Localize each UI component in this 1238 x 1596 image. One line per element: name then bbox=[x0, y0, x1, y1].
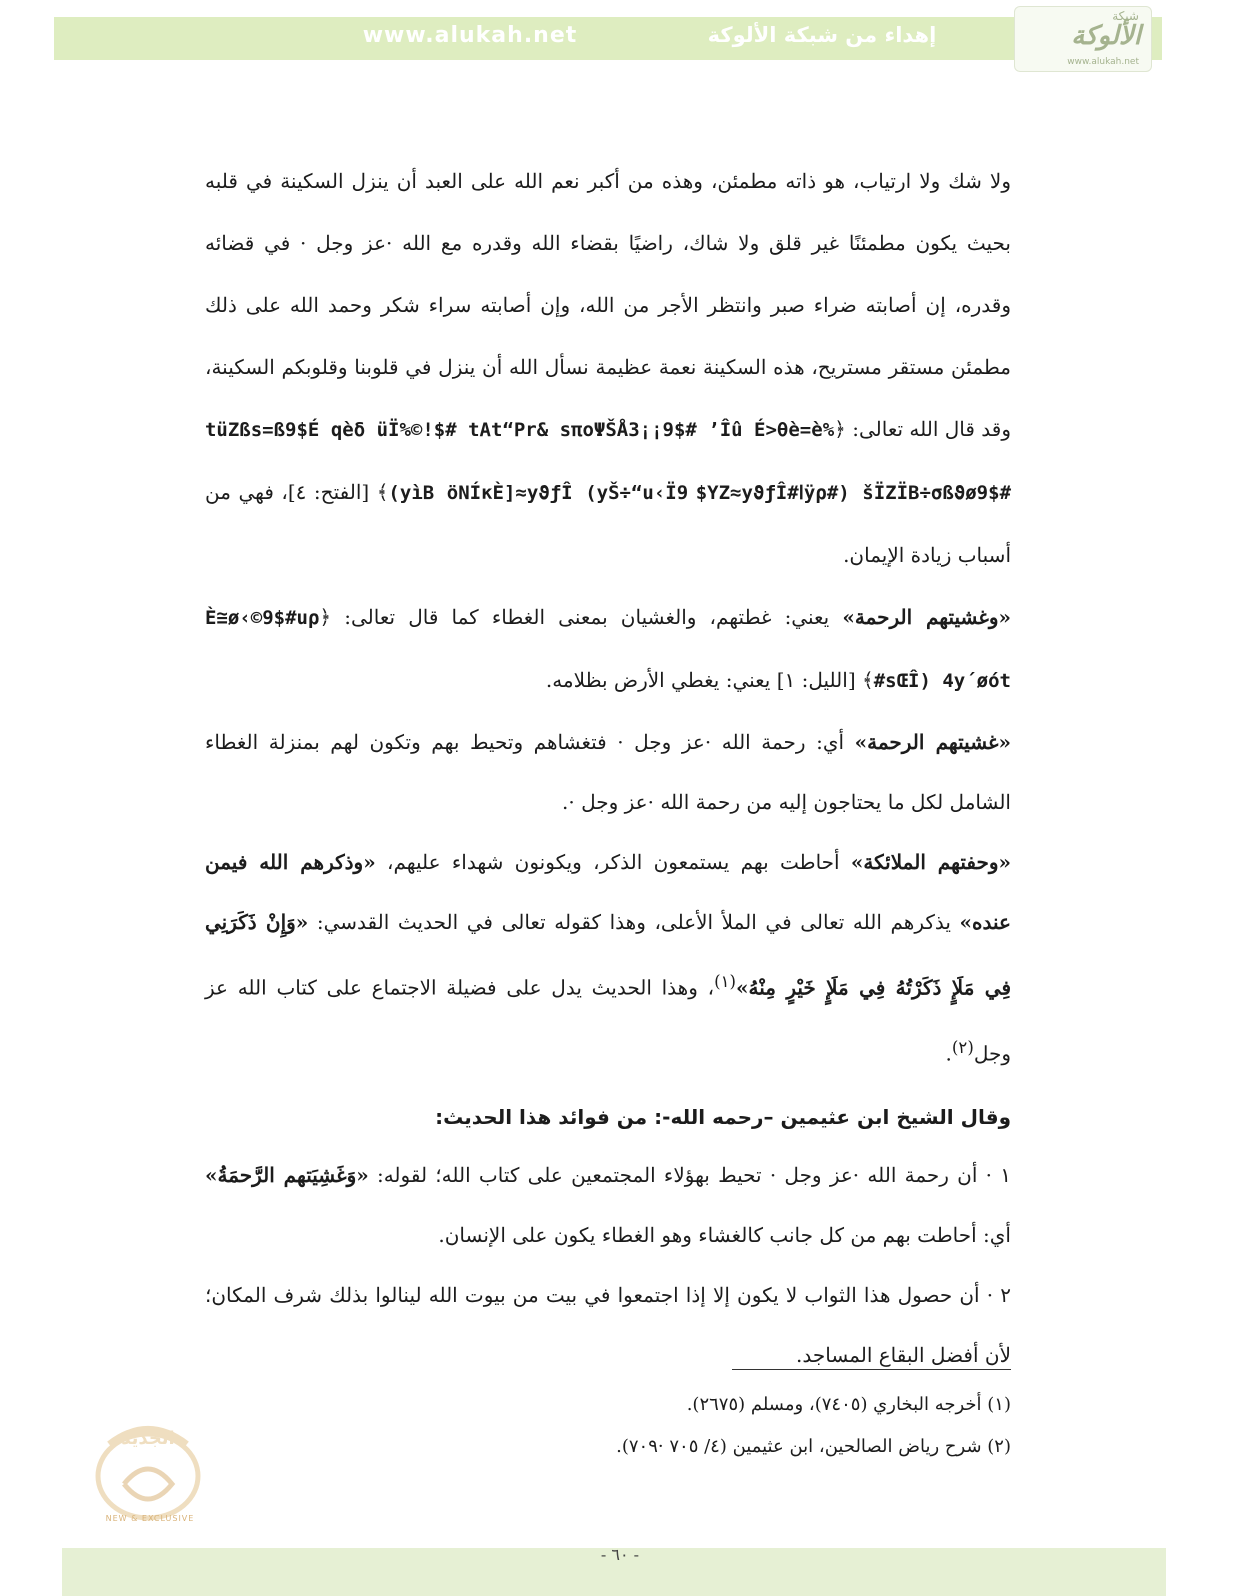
footnote-1: (١) أخرجه البخاري (٧٤٠٥)، ومسلم (٢٦٧٥). bbox=[686, 1394, 1011, 1415]
paragraph-1: ولا شك ولا ارتياب، هو ذاته مطمئن، وهذه من أكبر نعم الله على العبد أن ينزل السكينة في قلبه بحيث يكون مطمئنًا غير قلق ولا شاك، راضيًا بقضاء الله وقدره مع الله ·عز وجل · في قضائه وقدره، إن أصابته ضراء صبر وانتظر الأجر من الله، وإن أصابته سراء شكر وحمد الله على ذلك مطمئن مستقر مستريح، هذه السكينة نعمة عظيمة نسأل الله أن ينزل في قلوبنا وقلوبكم السكينة، وقد قال الله تعالى: ﴿tüZßs=ß9$É qèδ üÏ%©!$# tΑt“Ρr& sπoΨŠÅ3¡¡9$# ’Îû É>θè=è% šÏΖÏΒ÷σßϑø9$# (#ÿρߊ#yŠ÷“u‹Ï9 $YΖ≈yϑƒÎ) yìΒ öΝÍκÈ]≈yϑƒÎ)﴾ [الفتح: ٤]، فهي من أسباب زيادة الإيمان. bbox=[204, 169, 1012, 567]
paragraph-3: «غشيتهم الرحمة» أي: رحمة الله ·عز وجل · فتغشاهم وتحيط بهم وتكون لهم بمنزلة الغطاء الشامل لكل ما يحتاجون إليه من رحمة الله ·عز وجل ·. bbox=[205, 730, 1011, 814]
page-number: - ٦٠ - bbox=[600, 1545, 640, 1564]
header-title: إهداء من شبكة الألوكة bbox=[707, 23, 937, 47]
paragraph-4: «وحفتهم الملائكة» أحاطت بهم يستمعون الذكر، ويكونون شهداء عليهم، «وذكرهم الله فيمن عنده» يذكرهم الله تعالى في الملأ الأعلى، وهذا كقوله تعالى في الحديث القدسي: «وَإِنْ ذَكَرَنِي فِي مَلَإٍ ذَكَرْتُهُ فِي مَلَإٍ خَيْرٍ مِنْهُ»$^{(١)}$، وهذا الحديث يدل على فضيلة الاجتماع على كتاب الله عز وجل$^{(٢)}$. bbox=[205, 850, 1012, 1066]
footnote-ref-1[interactable]: (١) bbox=[714, 972, 737, 991]
section-heading: وقال الشيخ ابن عثيمين –رحمه الله-: من فوائد هذا الحديث: bbox=[435, 1105, 1011, 1130]
footnotes bbox=[205, 1384, 1011, 1468]
list-item: ١ · أن رحمة الله ·عز وجل · تحيط بهؤلاء المجتمعين على كتاب الله؛ لقوله: «وَغَشِيَتهم الرَّحمَةُ» أي: أحاطت بهم من كل جانب كالغشاء وهو الغطاء يكون على الإنسان. bbox=[205, 1163, 1012, 1248]
footnote-2: (٢) شرح رياض الصالحين، ابن عثيمين (٤/ ٧٠٥ ·٧٠٩). bbox=[616, 1436, 1011, 1457]
svg-text:الجديد: الجديد bbox=[121, 1428, 175, 1449]
paragraph-2: «وغشيتهم الرحمة» يعني: غطتهم، والغشيان بمعنى الغطاء كما قال تعالى: ﴿È≅ø‹©9$#uρ #sŒÎ) 4y´øót﴾ [الليل: ١] يعني: يغطي الأرض بظلامه. bbox=[205, 605, 1012, 692]
logo-url-text: www.alukah.net bbox=[1067, 57, 1139, 67]
logo-top-text: شبكة bbox=[1112, 9, 1139, 23]
logo-main-text: الألوكة bbox=[1071, 21, 1141, 51]
header-banner bbox=[54, 17, 1162, 60]
watermark-stamp-text: NEW & EXCLUSIVE bbox=[105, 1514, 195, 1523]
alukah-logo bbox=[1014, 6, 1152, 72]
quran-verse-garbled-2: $YΖ≈yϑƒÎ) yìΒ öΝÍκÈ]≈yϑƒÎ) bbox=[388, 482, 788, 504]
quran-verse-garbled: tüZßs=ß9$É qèδ üÏ%©!$# tΑt“Ρr& sπoΨŠÅ3¡¡9$# ’Îû É>θè=è% šÏΖÏΒ÷σßϑø9$# (#ÿρߊ#yŠ÷“u‹Ï9 bbox=[204, 419, 1012, 504]
quran-verse-garbled-3: È≅ø‹©9$#uρ #sŒÎ) 4y´øót bbox=[205, 607, 1011, 692]
main-text bbox=[205, 150, 1011, 1385]
list-item: ٢ · أن حصول هذا الثواب لا يكون إلا إذا اجتمعوا في بيت من بيوت الله لينالوا بذلك شرف المكان؛ لأن أفضل البقاع المساجد. bbox=[205, 1283, 1011, 1368]
footnote-ref-2[interactable]: (٢) bbox=[951, 1037, 974, 1057]
footnote-divider bbox=[732, 1369, 1011, 1370]
header-url: www.alukah.net bbox=[362, 23, 578, 48]
